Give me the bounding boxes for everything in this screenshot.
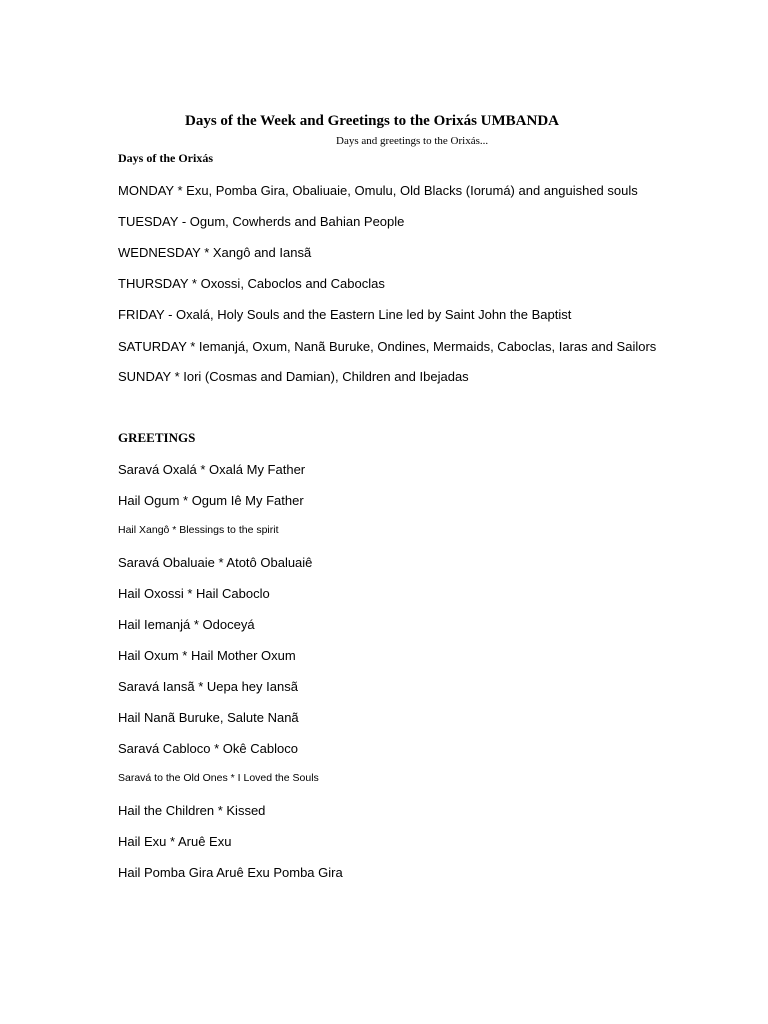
greeting-line: Hail Oxum * Hail Mother Oxum: [118, 648, 296, 663]
document-subtitle: Days and greetings to the Orixás...: [336, 135, 489, 147]
day-line-sunday: SUNDAY * Iori (Cosmas and Damian), Children and Ibejadas: [118, 369, 469, 384]
greeting-line: Saravá Oxalá * Oxalá My Father: [118, 462, 306, 477]
greeting-line: Saravá Cabloco * Okê Cabloco: [118, 741, 298, 756]
greeting-line: Hail Iemanjá * Odoceyá: [118, 617, 255, 632]
day-line-tuesday: TUESDAY - Ogum, Cowherds and Bahian People: [118, 214, 405, 229]
greeting-line: Hail Ogum * Ogum Iê My Father: [118, 493, 304, 508]
greeting-line: Hail Oxossi * Hail Caboclo: [118, 586, 270, 601]
greeting-line: Saravá Obaluaie * Atotô Obaluaiê: [118, 555, 313, 570]
day-line-thursday: THURSDAY * Oxossi, Caboclos and Caboclas: [118, 276, 385, 291]
greetings-heading: GREETINGS: [118, 430, 196, 445]
document-title: Days of the Week and Greetings to the Orixás UMBANDA: [184, 113, 559, 129]
greeting-line: Hail Pomba Gira Aruê Exu Pomba Gira: [118, 865, 343, 880]
greeting-line: Hail Exu * Aruê Exu: [118, 834, 232, 849]
day-line-saturday: SATURDAY * Iemanjá, Oxum, Nanã Buruke, Ondines, Mermaids, Caboclas, Iaras and Sailors: [118, 339, 657, 354]
days-heading: Days of the Orixás: [118, 151, 213, 165]
greeting-line: Hail Xangô * Blessings to the spirit: [118, 524, 279, 536]
day-line-monday: MONDAY * Exu, Pomba Gira, Obaliuaie, Omulu, Old Blacks (Iorumá) and anguished souls: [118, 183, 638, 198]
greeting-line: Saravá to the Old Ones * I Loved the Souls: [118, 772, 319, 784]
day-line-friday: FRIDAY - Oxalá, Holy Souls and the Eastern Line led by Saint John the Baptist: [118, 307, 572, 322]
greeting-line: Hail Nanã Buruke, Salute Nanã: [118, 710, 299, 725]
day-line-wednesday: WEDNESDAY * Xangô and Iansã: [118, 245, 312, 260]
greeting-line: Hail the Children * Kissed: [118, 803, 266, 818]
greeting-line: Saravá Iansã * Uepa hey Iansã: [118, 679, 298, 694]
